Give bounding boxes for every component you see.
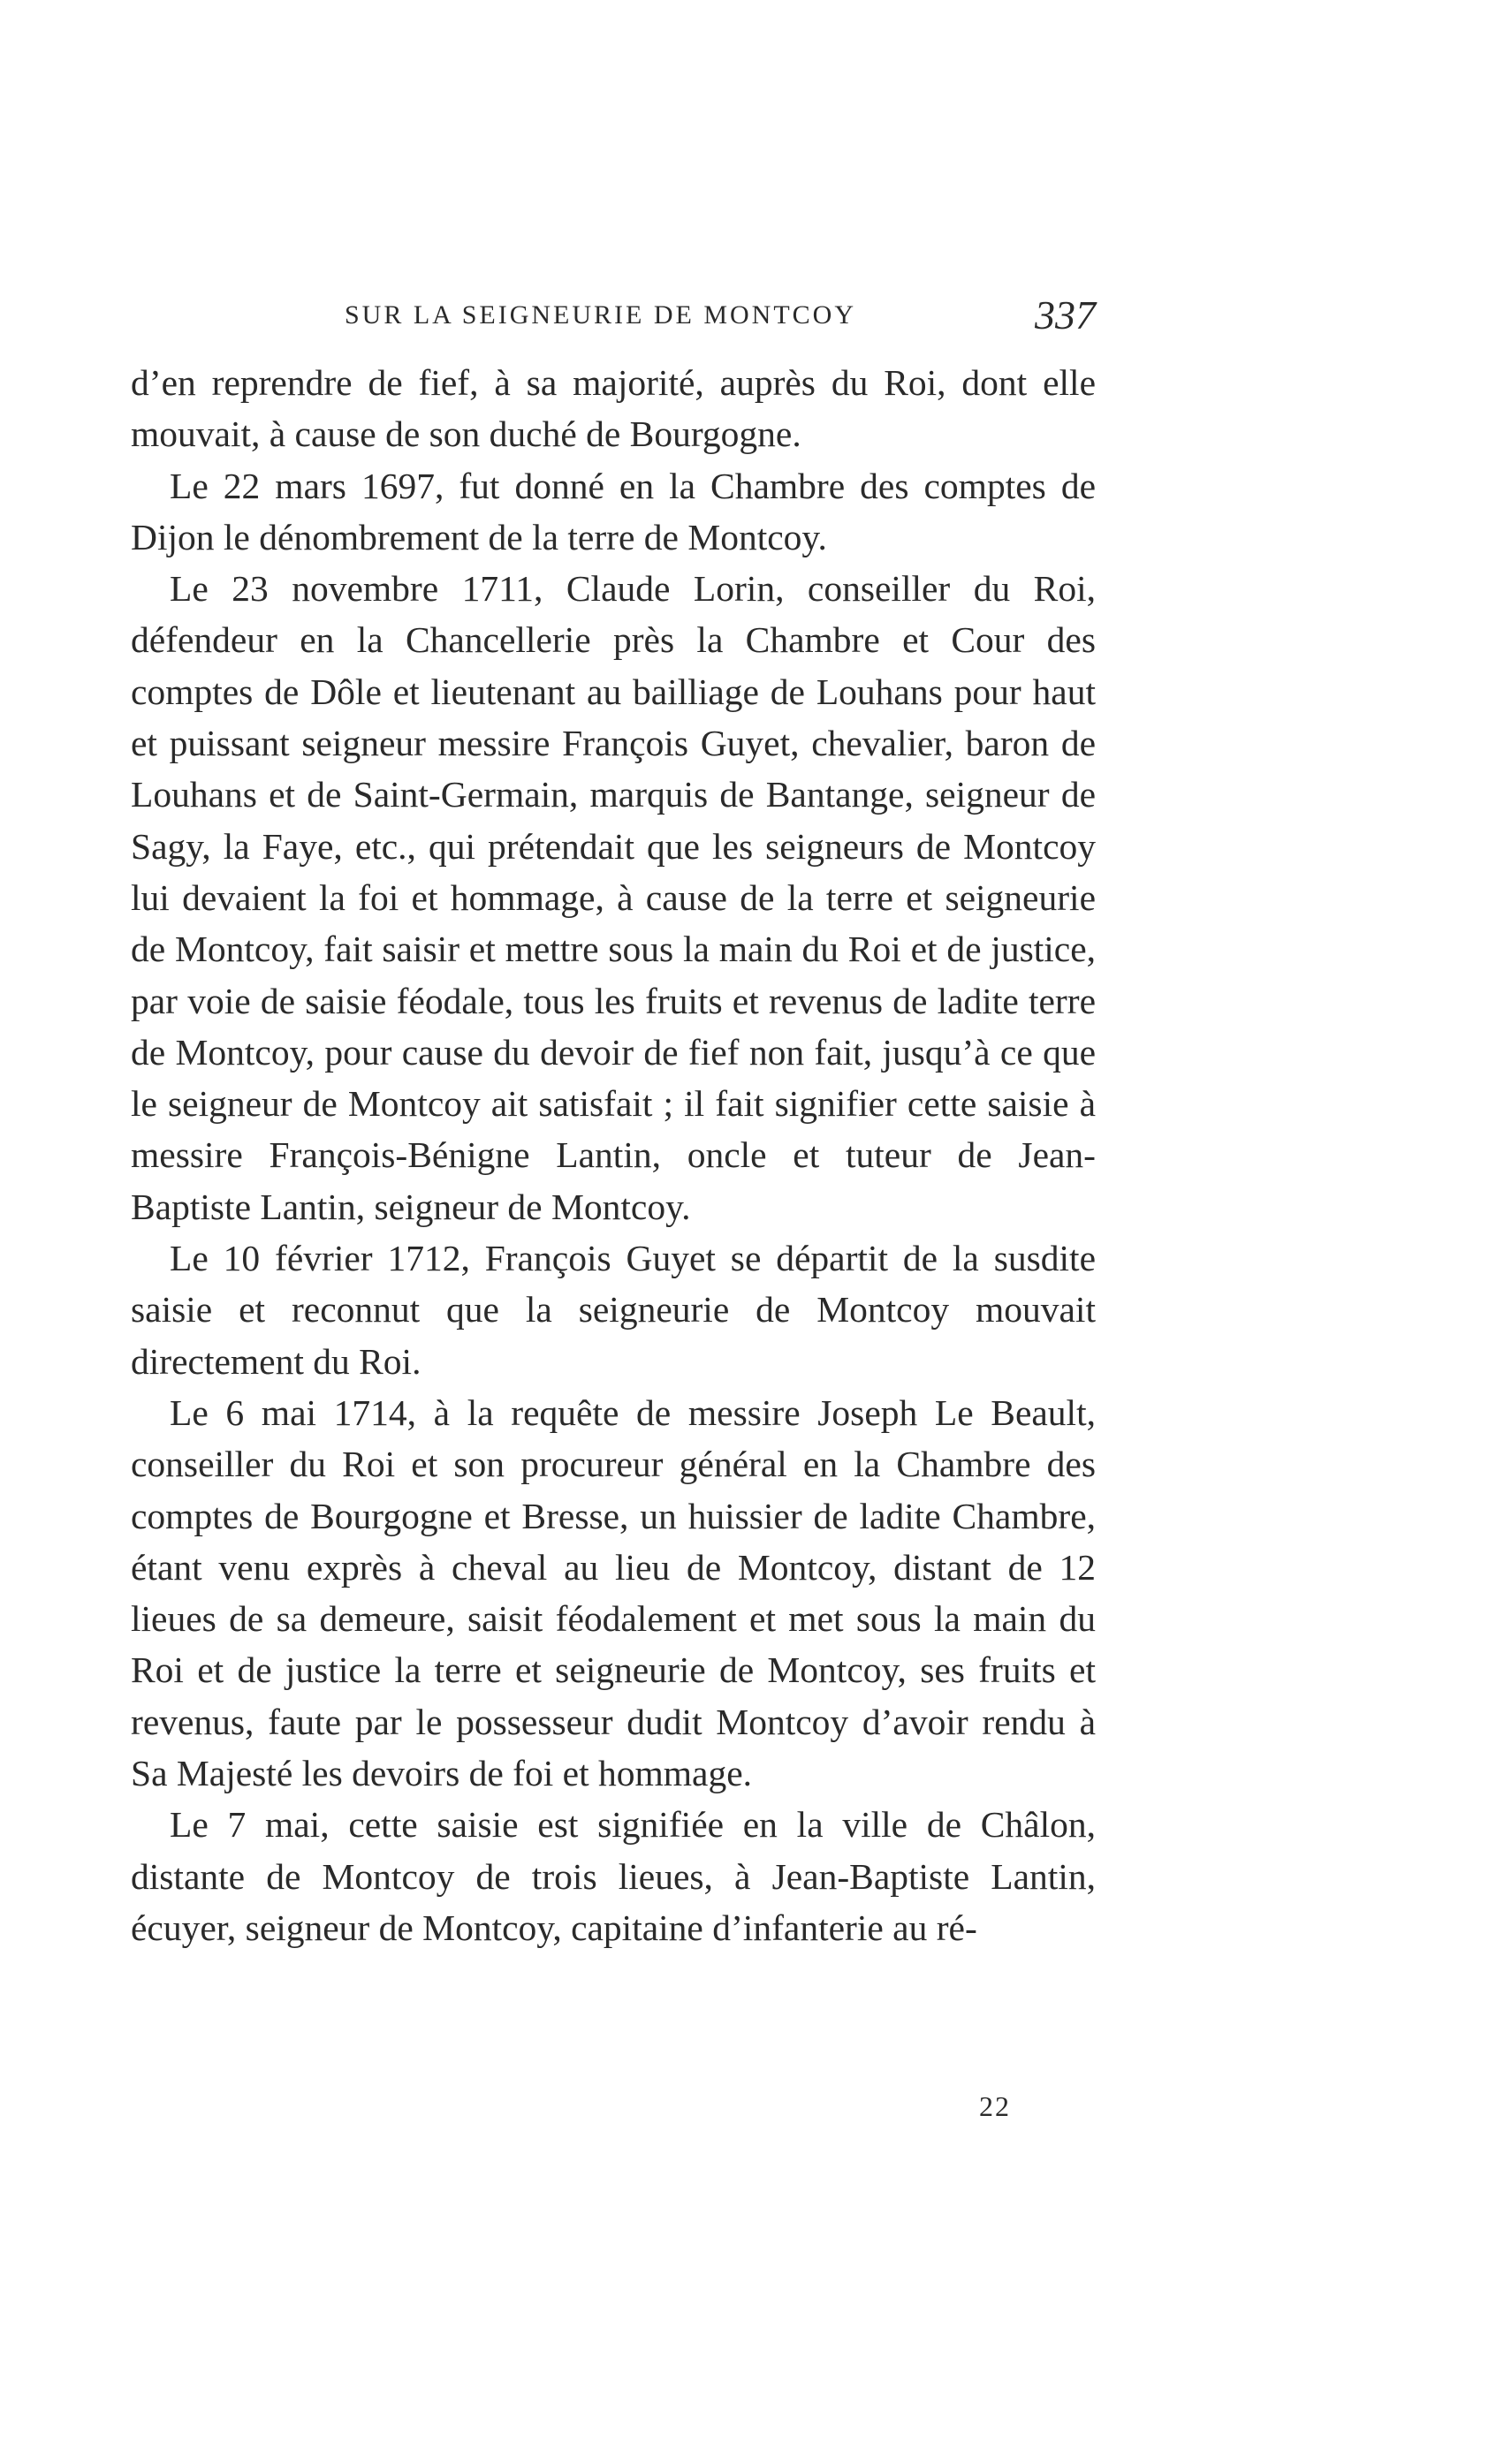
paragraph-1712: Le 10 février 1712, François Guyet se départit de la susdite saisie et reconnut que la seigneurie de Montcoy mouvait directement du Roi. (131, 1238, 1096, 1382)
page-number: 337 (1035, 292, 1096, 337)
running-head (131, 292, 1096, 345)
paragraph-1697: Le 22 mars 1697, fut donné en la Chambre des comptes de Dijon le dénombrement de la terre de Montcoy. (131, 465, 1096, 557)
paragraph-7-mai: Le 7 mai, cette saisie est signifiée en la ville de Châlon, distante de Montcoy de trois lieues, à Jean-Baptiste Lantin, écuyer, seigneur de Montcoy, capitaine d’infanterie au ré- (131, 1804, 1096, 1948)
signature-mark: 22 (979, 2090, 1011, 2122)
paragraph-1714: Le 6 mai 1714, à la requête de messire Joseph Le Beault, conseiller du Roi et son procureur général en la Chambre des comptes de Bourgogne et Bresse, un huissier de ladite Chambre, étant venu exprès à cheval au lieu de Montcoy, distant de 12 lieues de sa demeure, saisit féodalement et met sous la main du Roi et de justice la terre et seigneurie de Montcoy, ses fruits et revenus, faute par le possesseur dudit Montcoy d’avoir rendu à Sa Majesté les devoirs de foi et hommage. (131, 1391, 1096, 1794)
running-title: SUR LA SEIGNEURIE DE MONTCOY (345, 300, 856, 330)
paragraph-continuation: d’en reprendre de fief, à sa majorité, auprès du Roi, dont elle mouvait, à cause de son duché de Bourgogne. (131, 362, 1096, 455)
body-text (131, 357, 1096, 1953)
paragraph-1711: Le 23 novembre 1711, Claude Lorin, conseiller du Roi, défendeur en la Chancellerie près la Chambre et Cour des comptes de Dôle et lieutenant au bailliage de Louhans pour haut et puissant seigneur messire François Guyet, chevalier, baron de Louhans et de Saint-Germain, marquis de Bantange, seigneur de Sagy, la Faye, etc., qui prétendait que les seigneurs de Montcoy lui devaient la foi et hommage, à cause de la terre et seigneurie de Montcoy, fait saisir et mettre sous la main du Roi et de justice, par voie de saisie féodale, tous les fruits et revenus de ladite terre de Montcoy, pour cause du devoir de fief non fait, jusqu’à ce que le seigneur de Montcoy ait satisfait ; il fait signifier cette saisie à messire François-Bénigne Lantin, oncle et tuteur de Jean-Baptiste Lantin, seigneur de Montcoy. (131, 568, 1096, 1227)
